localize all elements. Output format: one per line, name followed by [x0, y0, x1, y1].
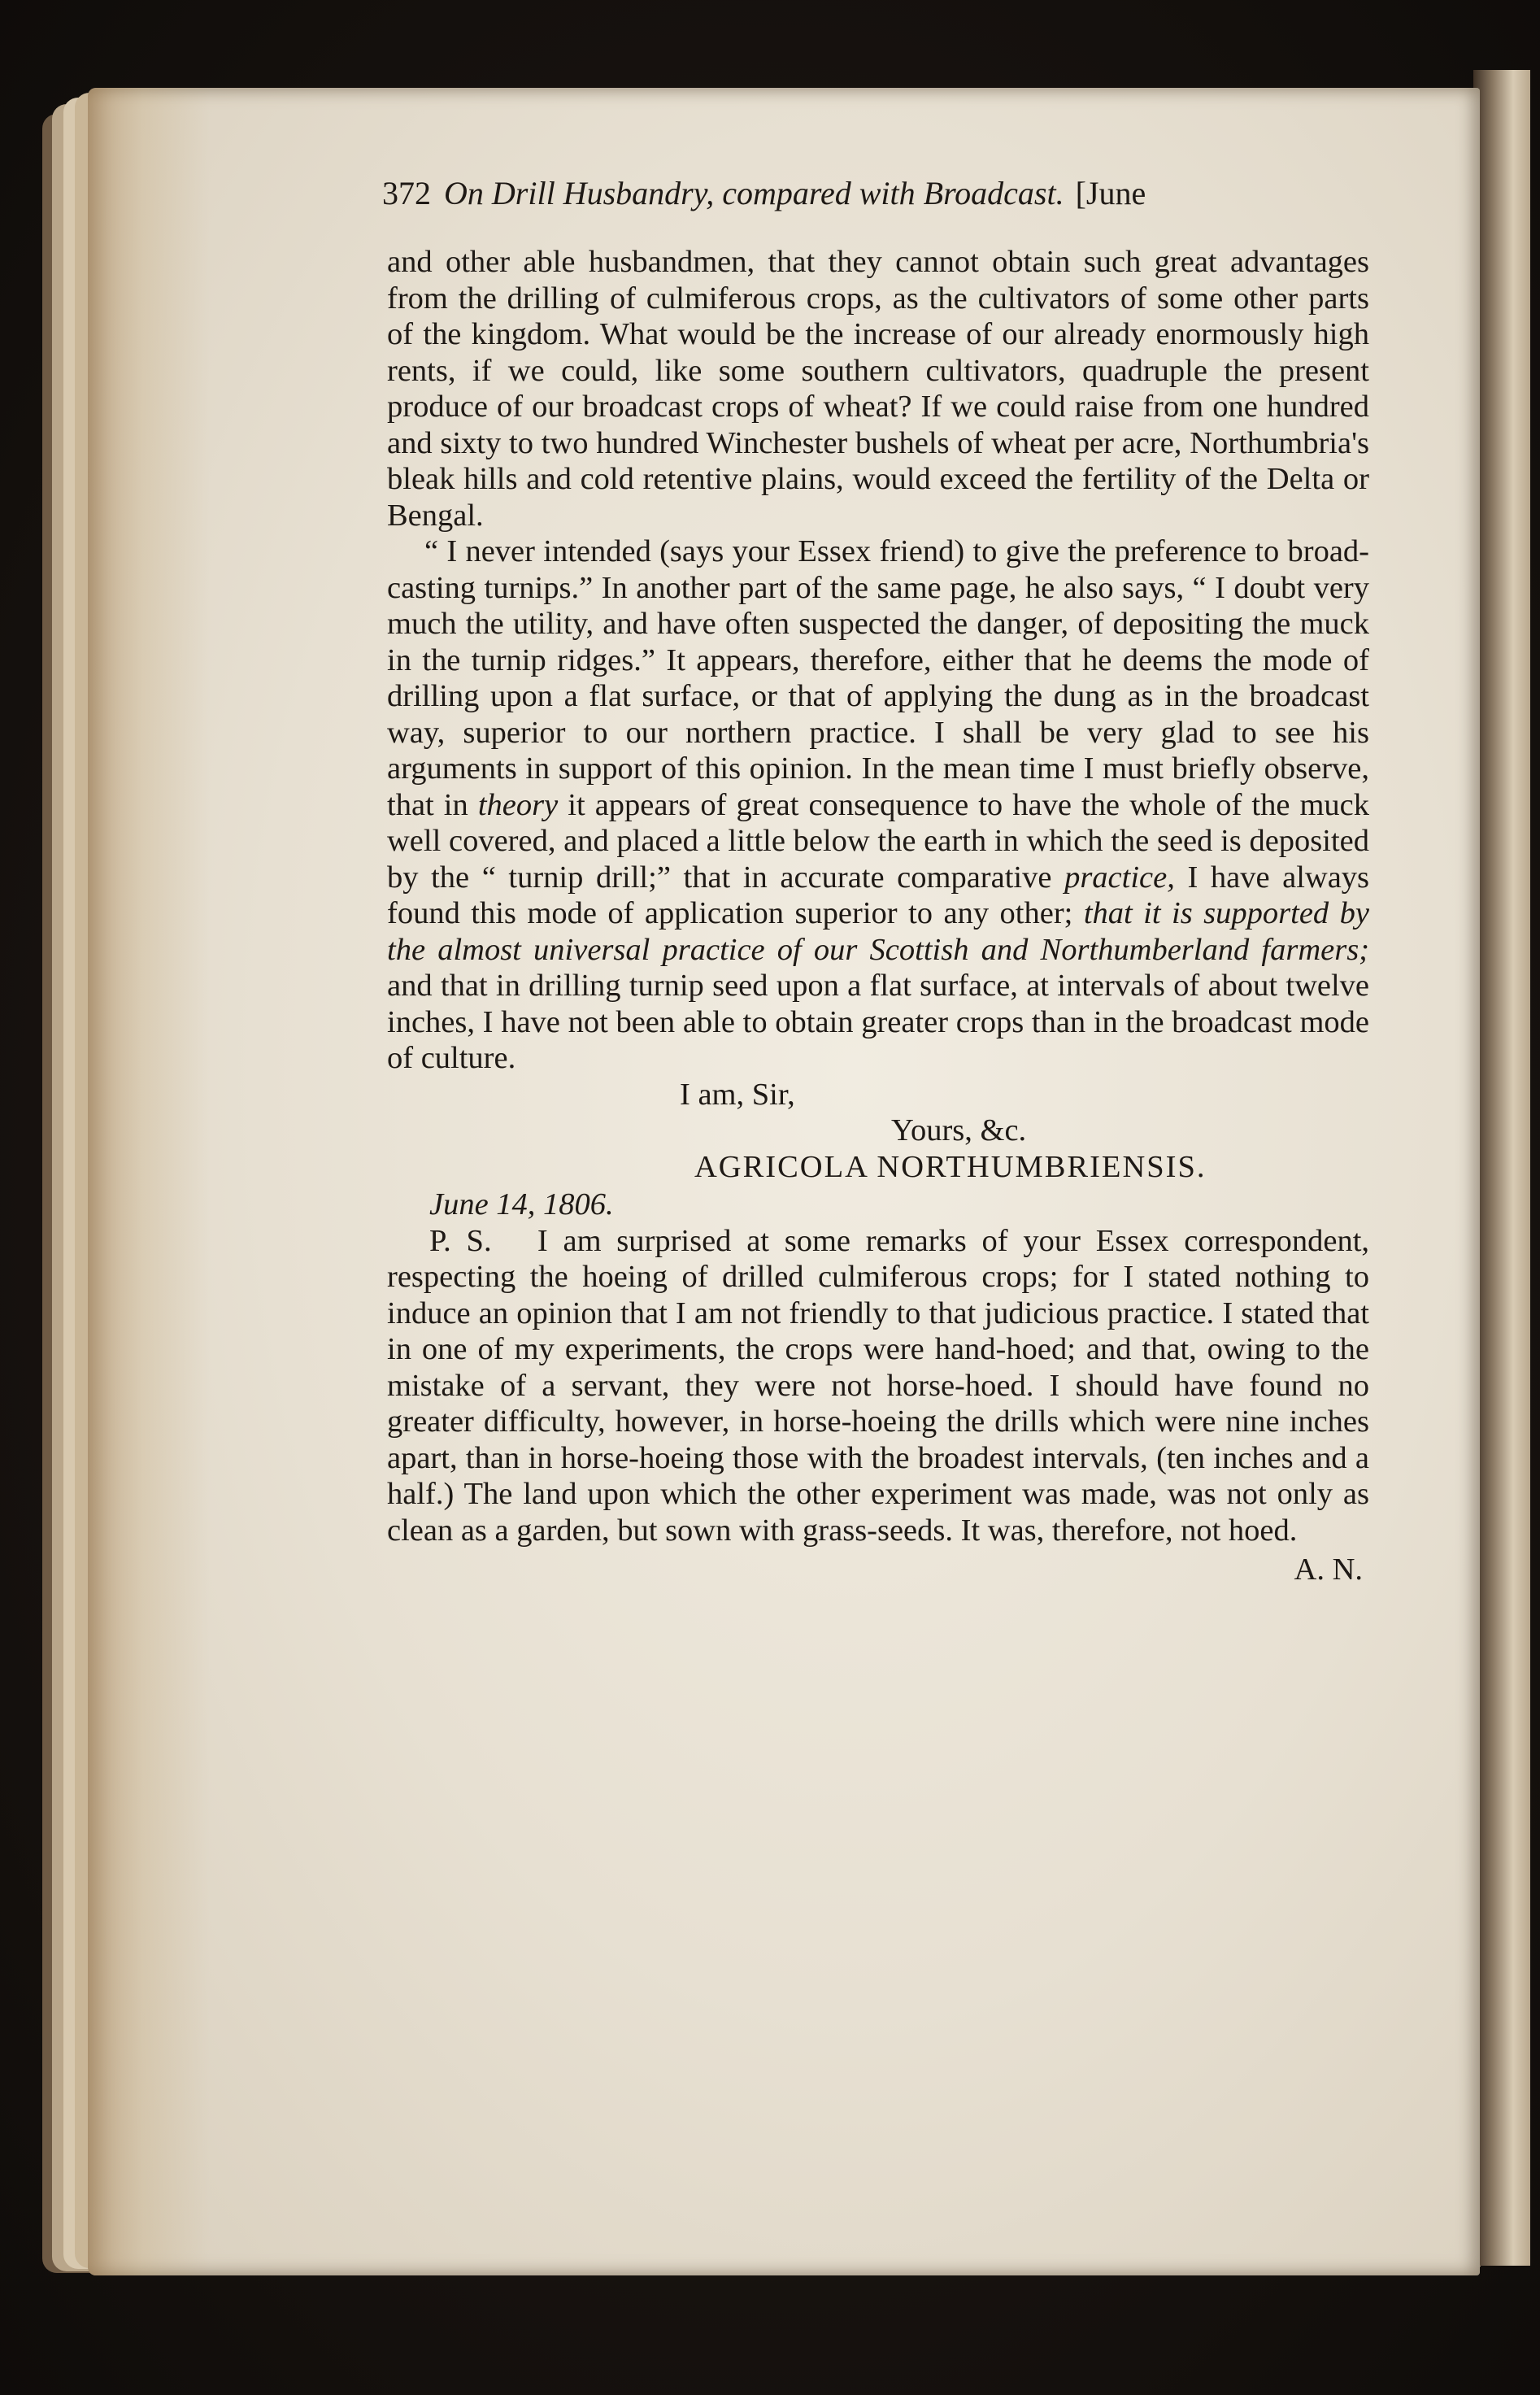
facing-page-edge — [1473, 70, 1530, 2266]
running-title: On Drill Husbandry, compared with Broadcast. — [444, 175, 1064, 211]
paragraph-text: it appears of great consequence to have the whole of the muck well covered, and placed a little below the earth in which the seed is deposited by the “ turnip drill;” that in accurate comparative — [387, 787, 1370, 895]
paragraph-text: “ I never intended (says your Essex friend) to give the preference to broad-casting turnips.” In another part of the same page, he also says, “ I doubt very much the utility, and have often suspected the danger, of depositing the muck in the turnip ridges.” It appears, therefore, either that he deems the mode of drilling upon a flat surface, or that of applying the dung as in the broadcast way, superior to our northern practice. I shall be very glad to see his arguments in support of this opinion. In the mean time I must briefly observe, that in — [387, 534, 1369, 822]
postscript-label: P. S. — [429, 1223, 492, 1258]
paragraph — [387, 244, 1369, 533]
page-stain — [88, 88, 210, 2275]
article-body — [387, 244, 1369, 1588]
postscript — [387, 1223, 1369, 1549]
month-marker: [June — [1075, 175, 1146, 211]
postscript-text: I am surprised at some remarks of your Essex correspondent, respecting the hoeing of drilled culmiferous crops; for I stated nothing to induce an opinion that I am not friendly to that judicious practice. I stated that in one of my experiments, the crops were hand-hoed; and that, owing to the mistake of a servant, they were not horse-hoed. I should have found no greater difficulty, however, in horse-hoeing the drills which were nine inches apart, than in horse-hoeing those with the broadest intervals, (ten inches and a half.) The land upon which the other experiment was made, was not only as clean as a garden, but sown with grass-seeds. It was, therefore, not hoed. — [387, 1223, 1370, 1548]
date-text: June 14, 1806. — [429, 1187, 614, 1221]
paragraph-text: I have always found this mode of application superior to any other; — [387, 860, 1370, 930]
running-header — [382, 177, 1146, 210]
paragraph-text: and that in drilling turnip seed upon a flat surface, at intervals of about twelve inches, I have not been able to obtain greater crops than in the broadcast mode of culture. — [387, 969, 1369, 1075]
italic-text: that it is supported by the almost universal practice of our Scottish and Northumberland farmers; — [387, 896, 1369, 967]
valediction: Yours, &c. — [891, 1113, 1027, 1147]
letter-date — [429, 1187, 1369, 1223]
initials: A. N. — [1294, 1552, 1363, 1587]
italic-text: theory — [477, 787, 559, 822]
signature: AGRICOLA NORTHUMBRIENSIS. — [694, 1149, 1207, 1184]
page-number: 372 — [382, 175, 431, 211]
paragraph — [387, 533, 1369, 1077]
italic-text: practice, — [1064, 860, 1175, 895]
paragraph-text: and other able husbandmen, that they cannot obtain such great advantages from the drilling of culmiferous crops, as the cultivators of some other parts of the kingdom. What would be the increase of our already enormously high rents, if we could, like some southern cultivators, quadruple the present produce of our broadcast crops of wheat? If we could raise from one hundred and sixty to two hundred Winchester bushels of wheat per acre, Northumbria's bleak hills and cold retentive plains, would exceed the fertility of the Delta or Bengal. — [387, 245, 1369, 533]
salutation: I am, Sir, — [680, 1077, 795, 1112]
